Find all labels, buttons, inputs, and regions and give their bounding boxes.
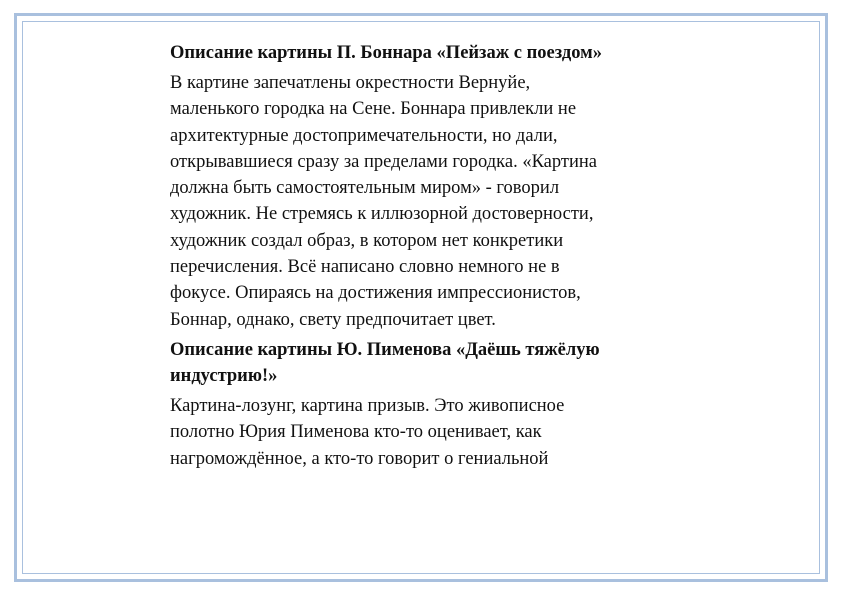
- document-content: [170, 40, 690, 476]
- text-line: полотно Юрия Пименова кто-то оценивает, как: [170, 422, 542, 443]
- section-heading-pimenov: [170, 337, 690, 389]
- text-line: нагромождённое, а кто-то говорит о гениальной: [170, 448, 549, 469]
- text-line: художник. Не стремясь к иллюзорной достоверности,: [170, 204, 594, 225]
- text-line: открывавшиеся сразу за пределами городка. «Картина: [170, 151, 597, 172]
- text-line: фокусе. Опираясь на достижения импрессионистов,: [170, 283, 581, 304]
- text-line: В картине запечатлены окрестности Вернуйе,: [170, 73, 531, 93]
- paragraph-pimenov: [170, 393, 690, 472]
- text-line: Картина-лозунг, картина призыв. Это живописное: [170, 395, 565, 416]
- text-line: архитектурные достопримечательности, но дали,: [170, 125, 558, 146]
- section-heading-bonnard: [170, 40, 690, 66]
- text-line: должна быть самостоятельным миром» - говорил: [170, 178, 560, 199]
- heading-line: Описание картины Ю. Пименова «Даёшь тяжёлую: [170, 339, 600, 360]
- text-line: художник создал образ, в котором нет конкретики: [170, 230, 564, 251]
- heading-line: индустрию!»: [170, 365, 278, 386]
- paragraph-bonnard: [170, 70, 690, 333]
- text-line: маленького городка на Сене. Боннара привлекли не: [170, 99, 577, 120]
- text-line: Боннар, однако, свету предпочитает цвет.: [170, 309, 496, 330]
- heading-line: Описание картины П. Боннара «Пейзаж с поездом»: [170, 43, 602, 63]
- text-line: перечисления. Всё написано словно немного не в: [170, 257, 560, 278]
